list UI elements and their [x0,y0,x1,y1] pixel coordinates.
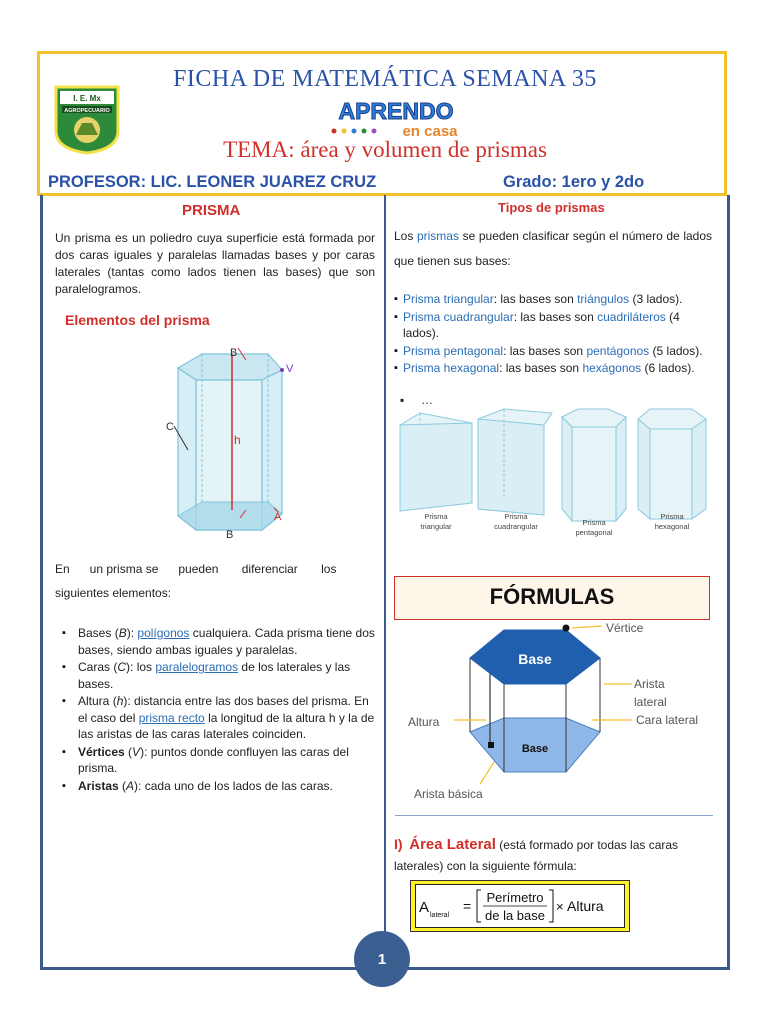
caption-cuadrangular-1: Prisma [504,512,528,521]
caption-hexagonal-2: hexagonal [654,522,690,531]
school-logo-band: AGROPECUARIO [64,108,110,114]
caption-cuadrangular-2: cuadrangular [494,522,538,531]
formula-equals: = [463,898,472,914]
aprendo-logo-line1: APRENDO [338,98,454,124]
list-item: ▪ Caras (C): los paralelogramos de los laterales y las bases. [60,659,375,692]
caption-triangular-1: Prisma [424,512,448,521]
topic-title: TEMA: área y volumen de prismas [223,137,547,162]
link-paralelogramos[interactable]: paralelogramos [155,660,239,674]
prism-definition: Un prisma es un poliedro cuya superficie está formada por dos caras iguales y paralelas llamadas bases y por caras laterales (tantas como lados tienen las bases) que son paralelogramos. [55,231,375,296]
formula-lhs: A [419,899,430,916]
formula-lhs-sub: lateral [430,912,450,919]
grade-label: Grado: 1ero y 2do [503,173,645,191]
section-divider [395,815,713,816]
label-h: h [234,433,241,447]
prism-elements-diagram [150,340,300,540]
label-c: C [166,421,174,433]
caption-triangular-2: triangular [420,522,452,531]
hexagonal-prism-diagram [394,620,712,810]
hex-lateral-face-label: Cara lateral [636,713,699,727]
hex-vertex-label: Vértice [606,621,644,635]
hex-base-top-label: Base [518,651,552,667]
list-item: ▪ Vértices (V): puntos donde confluyen las caras del prisma. [60,744,375,777]
school-logo [52,83,122,155]
list-item: ▪ Prisma triangular: las bases son triángulos (3 lados). [394,291,712,308]
formula-numerator: Perímetro [486,890,544,905]
hex-base-edge-label: Arista básica [414,787,483,801]
aprendo-en-casa-logo [312,97,480,141]
elements-intro-line1: En un prisma se pueden diferenciar los [55,562,337,576]
formulas-title: FÓRMULAS [489,584,615,609]
elements-heading: Elementos del prisma [65,312,210,328]
list-item: ▪ Altura (h): distancia entre las dos bases del prisma. En el caso del prisma recto la longitud de la altura h y la de las aristas de las caras laterales coinciden. [60,693,375,743]
list-item: ▪ Aristas (A): cada uno de los lados de las caras. [60,778,375,795]
school-logo-text: I. E. Mx [73,94,101,103]
prism-types-intro: Los prismas se pueden clasificar según el número de lados que tienen sus bases: [394,229,713,268]
formula-rhs: Altura [567,898,604,914]
teacher-name: PROFESOR: LIC. LEONER JUAREZ CRUZ [48,173,377,191]
column-divider [384,195,386,940]
aprendo-logo-line2: en casa [402,123,458,140]
list-item: ▪ Bases (B): polígonos cualquiera. Cada prisma tiene dos bases, siendo ambas iguales y paralelas. [60,625,375,658]
elements-list [60,625,375,795]
formula-times: × [556,899,564,914]
lateral-area-text: I) Área Lateral (está formado por todas las caras laterales) con la siguiente fórmula: [394,836,679,873]
caption-pentagonal-2: pentagonal [575,528,613,537]
lateral-area-formula-render [415,884,625,928]
caption-pentagonal-1: Prisma [582,518,606,527]
label-a: A [274,511,282,523]
prism-types-list [394,291,712,378]
list-item: ▪ Prisma pentagonal: las bases son pentágonos (5 lados). [394,343,712,360]
hex-height-label: Altura [408,715,440,729]
hex-base-bottom-label: Base [521,743,549,755]
label-b-bottom: B [226,529,234,540]
prism-types-image [394,405,712,545]
hex-edge-label-1: Arista [634,677,665,691]
caption-hexagonal-1: Prisma [660,512,684,521]
label-b-top: B [230,347,238,359]
page-number: 1 [354,931,410,987]
link-poligonos[interactable]: polígonos [137,626,190,640]
elements-intro-line2: siguientes elementos: [55,586,172,600]
page-title: FICHA DE MATEMÁTICA SEMANA 35 [173,66,597,92]
link-prisma-recto[interactable]: prisma recto [138,710,205,725]
ellipsis-item: ▪ … [400,393,433,407]
label-v: V [286,363,294,375]
prism-heading: PRISMA [182,202,241,219]
formula-denominator: de la base [485,908,545,923]
prism-types-heading: Tipos de prismas [498,200,605,215]
list-item: ▪ Prisma cuadrangular: las bases son cuadriláteros (4 lados). [394,309,712,342]
hex-edge-label-2: lateral [634,695,667,709]
list-item: ▪ Prisma hexagonal: las bases son hexágonos (6 lados). [394,360,712,377]
